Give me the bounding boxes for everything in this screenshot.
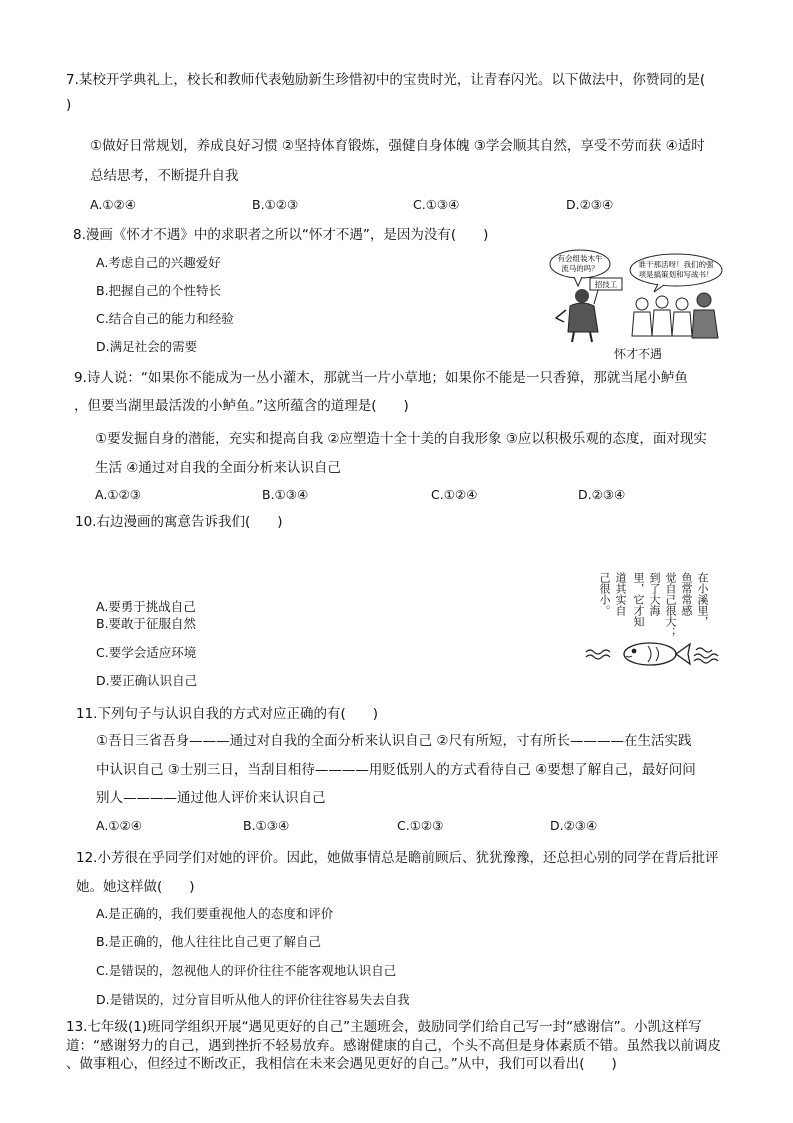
q13-line3: 、做事粗心，但经过不断改正，我相信在未来会遇见更好的自己。”从中，我们可以看出( ) xyxy=(66,1056,617,1072)
q7-option-d[interactable]: D.②③④ xyxy=(566,197,614,212)
q11-option-b[interactable]: B.①③④ xyxy=(243,818,290,833)
q12-stem-line1: 12.小芳很在乎同学们对她的评价。因此，她做事情总是瞻前顾后、犹犹豫豫，还总担心别的同学在背后批评 xyxy=(76,850,719,866)
q11-option-c[interactable]: C.①②③ xyxy=(397,818,444,833)
q11-option-a[interactable]: A.①②④ xyxy=(96,818,142,833)
q10-option-a[interactable]: A.要勇于挑战自己 xyxy=(96,599,196,614)
q12-option-b[interactable]: B.是正确的，他人往往比自己更了解自己 xyxy=(96,934,322,949)
q8-comic-sign: 招技工 xyxy=(594,280,618,289)
q10-comic-text xyxy=(596,572,710,638)
q7-stem-end: ) xyxy=(66,97,72,113)
q10-option-d[interactable]: D.要正确认识自己 xyxy=(96,673,198,688)
q7-stem: 7.某校开学典礼上，校长和教师代表勉励新生珍惜初中的宝贵时光，让青春闪光。以下做法中，你赞同的是( xyxy=(66,72,706,88)
q10-option-b[interactable]: B.要敢于征服自然 xyxy=(96,616,197,631)
q10-stem: 10.右边漫画的寓意告诉我们( ) xyxy=(75,514,283,530)
q8-stem: 8.漫画《怀才不遇》中的求职者之所以“怀才不遇”，是因为没有( ) xyxy=(73,227,489,243)
q8-comic-caption: 怀才不遇 xyxy=(614,347,663,361)
q10-comic-col-2: 鱼常常感 xyxy=(680,572,693,616)
q10-comic-col-7: 己很小。 xyxy=(598,572,611,616)
q12-option-d[interactable]: D.是错误的，过分盲目听从他人的评价往往容易失去自我 xyxy=(96,992,410,1007)
q11-statements-line2: 中认识自己 ③士别三日，当刮目相待————用贬低别人的方式看待自己 ④要想了解自己，最好问问 xyxy=(96,762,696,778)
q10-option-c[interactable]: C.要学会适应环境 xyxy=(96,645,197,660)
q9-option-b[interactable]: B.①③④ xyxy=(262,487,309,502)
q9-stem-line2: ，但要当湖里最活泼的小鲈鱼。”这所蕴含的道理是( ) xyxy=(74,398,409,414)
q10-comic-col-4: 到了大海 xyxy=(648,572,661,616)
q7-statements-line1: ①做好日常规划，养成良好习惯 ②坚持体育锻炼，强健自身体魄 ③学会顺其自然，享受不劳而获 ④适时 xyxy=(90,138,705,154)
q11-statements-line3: 别人————通过他人评价来认识自己 xyxy=(96,790,326,806)
q8-option-d[interactable]: D.满足社会的需要 xyxy=(96,339,198,354)
q9-option-a[interactable]: A.①②③ xyxy=(95,487,141,502)
q7-option-a[interactable]: A.①②④ xyxy=(90,197,136,212)
q7-option-b[interactable]: B.①②③ xyxy=(252,197,299,212)
q10-comic-col-3: 觉自己很大； xyxy=(664,572,677,638)
q8-comic-illustration xyxy=(548,248,724,344)
q7-statements-line2: 总结思考，不断提升自我 xyxy=(90,168,239,184)
q8-option-b[interactable]: B.把握自己的个性特长 xyxy=(96,283,222,298)
q10-fish-illustration xyxy=(582,636,722,670)
q9-stem-line1: 9.诗人说：“如果你不能成为一丛小灌木，那就当一片小草地；如果你不能是一只香獐，那就当尾小鲈鱼 xyxy=(74,370,688,386)
q11-statements-line1: ①吾日三省吾身———通过对自我的全面分析来认识自己 ②尺有所短，寸有所长————在生活实践 xyxy=(96,733,692,749)
q12-option-c[interactable]: C.是错误的，忽视他人的评价往往不能客观地认识自己 xyxy=(96,963,397,978)
q9-statements-line1: ①要发掘自身的潜能，充实和提高自我 ②应塑造十全十美的自我形象 ③应以积极乐观的态度，面对现实 xyxy=(95,431,707,447)
q12-stem-line2: 她。她这样做( ) xyxy=(76,879,195,895)
q7-option-c[interactable]: C.①③④ xyxy=(413,197,460,212)
q12-option-a[interactable]: A.是正确的，我们要重视他人的态度和评价 xyxy=(96,906,334,921)
q8-option-c[interactable]: C.结合自己的能力和经验 xyxy=(96,311,234,326)
q11-stem: 11.下列句子与认识自我的方式对应正确的有( ) xyxy=(76,706,379,722)
q10-comic-col-1: 在小溪里， xyxy=(696,572,709,627)
q8-option-a[interactable]: A.考虑自己的兴趣爱好 xyxy=(96,255,221,270)
q9-option-c[interactable]: C.①②④ xyxy=(431,487,478,502)
q13-line2: 道：“感谢努力的自己，遇到挫折不轻易放弃。感谢健康的自己，个头不高但是身体素质不错。虽然我以前调皮 xyxy=(66,1038,721,1054)
q10-comic-col-5: 里，它才知 xyxy=(632,572,645,627)
q8-comic-bubble-right-2: 项是搞策划和写战书！ xyxy=(638,270,714,279)
q9-statements-line2: 生活 ④通过对自我的全面分析来认识自己 xyxy=(95,460,341,476)
q11-option-d[interactable]: D.②③④ xyxy=(550,818,598,833)
q13-line1: 13.七年级(1)班同学组织开展“遇见更好的自己”主题班会，鼓励同学们给自己写一封“感谢信”。小凯这样写 xyxy=(66,1019,702,1035)
q8-comic-bubble-left-1: 有会组装木牛 xyxy=(557,254,603,263)
q9-option-d[interactable]: D.②③④ xyxy=(578,487,626,502)
q8-comic-bubble-left-2: 流马的吗？ xyxy=(561,264,599,273)
q8-comic-bubble-right-1: 谁干那活呀！我们的强 xyxy=(638,260,714,269)
q10-comic-col-6: 道其实自 xyxy=(614,572,627,616)
